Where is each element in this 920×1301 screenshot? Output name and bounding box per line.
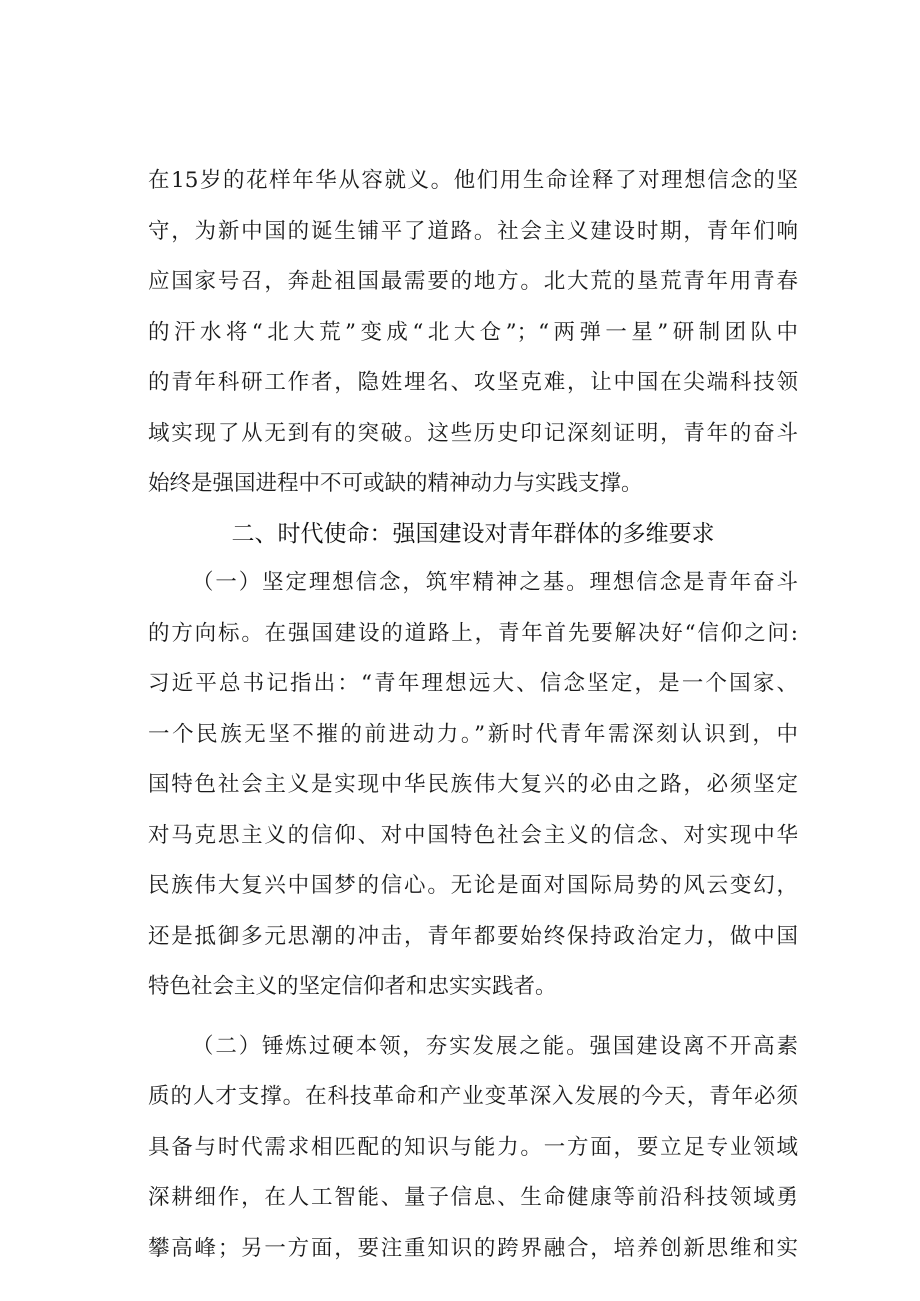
body-text-line: （二）锤炼过硬本领，夯实发展之能。强国建设离不开高素	[192, 1034, 798, 1059]
section-heading: 二、时代使命：强国建设对青年群体的多维要求	[231, 521, 715, 547]
body-text-line: 习近平总书记指出：“青年理想远大、信念坚定，是一个国家、	[148, 671, 798, 696]
body-text-line: 一个民族无坚不摧的前进动力。”新时代青年需深刻认识到，中	[148, 722, 798, 747]
body-text-line: 国特色社会主义是实现中华民族伟大复兴的必由之路，必须坚定	[148, 772, 798, 797]
body-text-line: 质的人才支撑。在科技革命和产业变革深入发展的今天，青年必须	[148, 1084, 798, 1109]
body-text-line: 还是抵御多元思潮的冲击，青年都要始终保持政治定力，做中国	[148, 924, 798, 949]
body-text-line: （一）坚定理想信念，筑牢精神之基。理想信念是青年奋斗	[192, 570, 798, 595]
body-text-line: 特色社会主义的坚定信仰者和忠实实践者。	[148, 974, 557, 999]
body-text-line: 的青年科研工作者，隐姓埋名、攻坚克难，让中国在尖端科技领	[148, 370, 798, 395]
body-text-line: 始终是强国进程中不可或缺的精神动力与实践支撑。	[148, 471, 643, 496]
body-text-line: 攀高峰；另一方面，要注重知识的跨界融合，培养创新思维和实	[148, 1236, 798, 1261]
body-text-line: 民族伟大复兴中国梦的信心。无论是面对国际局势的风云变幻，	[148, 873, 798, 898]
body-text-line: 应国家号召，奔赴祖国最需要的地方。北大荒的垦荒青年用青春	[148, 269, 798, 294]
body-text-line: 域实现了从无到有的突破。这些历史印记深刻证明，青年的奋斗	[148, 421, 798, 446]
body-text-line: 深耕细作，在人工智能、量子信息、生命健康等前沿科技领域勇	[148, 1185, 798, 1210]
body-text-line: 守，为新中国的诞生铺平了道路。社会主义建设时期，青年们响	[148, 219, 798, 244]
body-text-line: 对马克思主义的信仰、对中国特色社会主义的信念、对实现中华	[148, 823, 798, 848]
body-text-line: 具备与时代需求相匹配的知识与能力。一方面，要立足专业领域	[148, 1135, 798, 1160]
body-text-line: 的方向标。在强国建设的道路上，青年首先要解决好“信仰之问:	[148, 621, 798, 646]
body-text-line: 的汗水将“北大荒”变成“北大仓”；“两弹一星”研制团队中	[148, 320, 798, 345]
body-text-line: 在15岁的花样年华从容就义。他们用生命诠释了对理想信念的坚	[148, 168, 798, 193]
